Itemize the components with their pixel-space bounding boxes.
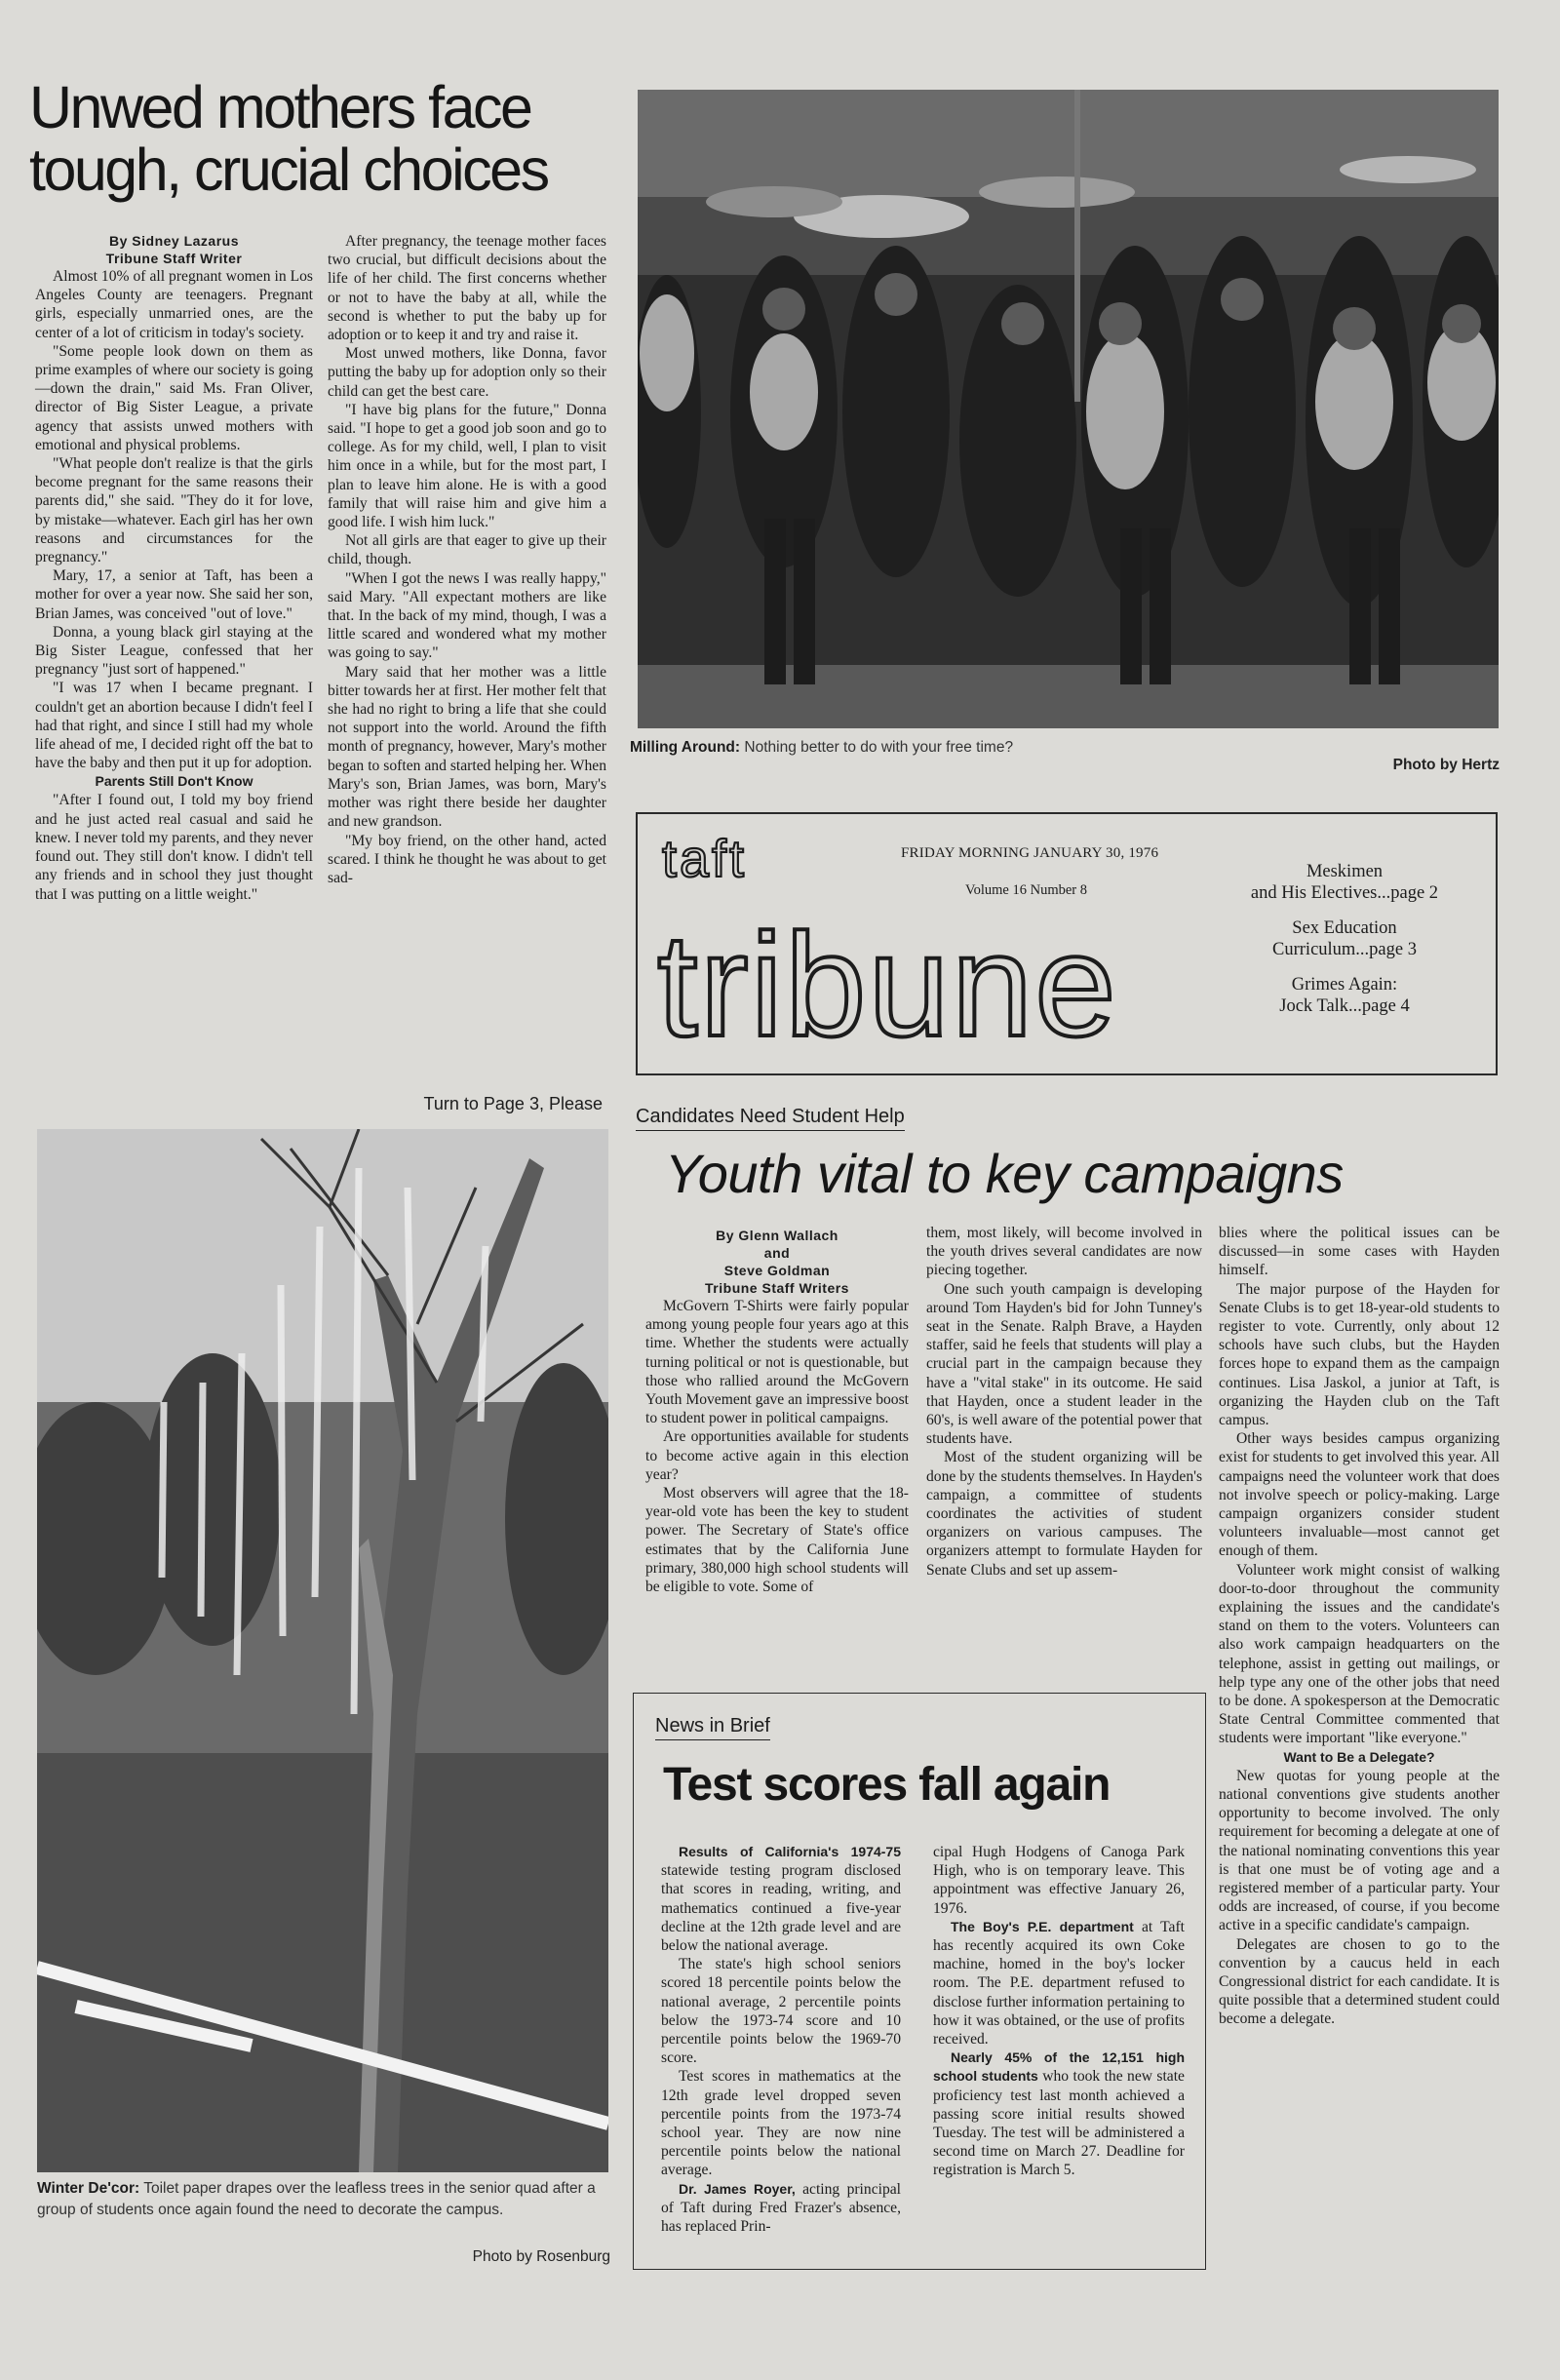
paragraph: One such youth campaign is developing around Tom Hayden's bid for John Tunney's seat in the Senate. Ralph Brave, a Hayden staffer, said he feels that students will play a crucial part in the campaign because they have a "vital stake" in its outcome. He said that Hayden, once a student leader in the 60's, is well aware of the potential power that students have. [926,1280,1202,1448]
paragraph: Are opportunities available for students to become active again in this election year? [645,1428,909,1483]
photo-crowd-credit: Photo by Hertz [1392,757,1500,773]
brief-lead: Dr. James Royer, [679,2180,796,2197]
paragraph: Most observers will agree that the 18-year-old vote has been the key to student power. The Secretary of State's office estimates that by the California June primary, 380,000 high school students will be eligible to vote. Some of [645,1485,909,1596]
index-item[interactable] [1223,917,1466,960]
headline-line: Unwed mothers face [29,74,531,140]
brief-item [661,2180,901,2237]
paragraph: The state's high school seniors scored 18 percentile points below the national average, 2 percentile points below the 1973-74 score and 10 percentile points below the 1969-70 score. [661,1956,901,2067]
brief-text: who took the new state proficiency test last month achieved a passing score initial results showed Tuesday. The test will be administered a second time on March 27. Deadline for registration is March 5. [933,2068,1185,2179]
story1-subhead: Parents Still Don't Know [95,773,254,790]
paragraph: "When I got the news I was really happy," said Mary. "All expectant mothers are like that. In the back of my mind, though, I was a little scared and wondered what my mother was going to say." [328,569,606,662]
story2-headline: Youth vital to key campaigns [665,1143,1344,1204]
paragraph: Not all girls are that eager to give up their child, though. [328,532,606,568]
story2-col1 [645,1227,909,1596]
kicker-text: Candidates Need Student Help [636,1106,905,1127]
story1-col2-body [328,232,606,887]
paragraph: Test scores in mathematics at the 12th grade level dropped seven percentile points from the 1973-74 school year. They are now nine percentile points below the national average. [661,2068,901,2179]
masthead-date: FRIDAY MORNING JANUARY 30, 1976 [901,845,1159,861]
paragraph: blies where the political issues can be discussed—in some cases with Hayden himself. [1219,1225,1500,1279]
caption-lead: Milling Around: [630,739,741,756]
brief-item [933,2048,1185,2179]
story2-subhead: Want to Be a Delegate? [1283,1748,1435,1765]
masthead-big-name: tribune [657,903,1118,1067]
crowd-photo-image [638,90,1499,728]
story1-col1-body-cont [35,791,313,903]
brief-lead: Nearly 45% of the 12,151 high school students [933,2049,1185,2085]
masthead-small-name: taft [662,830,748,888]
caption-text: Toilet paper drapes over the leafless trees in the senior quad after a group of students once again found the need to decorate the campus. [37,2180,596,2218]
story2-col1-body [645,1297,909,1596]
caption-lead: Winter De'cor: [37,2180,140,2197]
story2-col2 [926,1224,1202,1580]
paragraph: Almost 10% of all pregnant women in Los Angeles County are teenagers. Pregnant girls, especially unmarried ones, are the center of a lot of criticism in today's society. [35,268,313,341]
paragraph: "Some people look down on them as prime examples of where our society is going—down the drain," said Ms. Fran Oliver, director of Big Sister League, a private agency that assists unwed mothers with emotional and physical problems. [35,342,313,453]
brief-col1 [661,1843,901,2236]
paragraph: "I was 17 when I became pregnant. I couldn't get an abortion because I didn't feel I had that right, and since I still had my whole life ahead of me, I decided right off the bat to have the baby and then put it up for adoption. [35,680,313,772]
brief-item [661,1843,901,1955]
story2-kicker [636,1106,905,1131]
brief-lead: The Boy's P.E. department [951,1918,1134,1934]
brief-kicker [655,1715,770,1740]
story1-headline [29,76,614,201]
byline-title: Tribune Staff Writer [105,251,243,266]
brief-text: at Taft has recently acquired its own Coke machine, homed in the boy's locker room. The P.E. department refused to disclose further information pertaining to how it was obtained, or the use of profits received. [933,1918,1185,2048]
index-item-line: Curriculum...page 3 [1272,940,1417,959]
index-item[interactable] [1223,861,1466,904]
index-item-line: Meskimen [1306,862,1384,881]
paragraph: "What people don't realize is that the girls become pregnant for the same reasons their parents did," she said. "They do it for love, by mistake—whatever. Each girl has her own reasons and circumstances for the pregnancy." [35,455,313,566]
masthead-index [1223,861,1466,1017]
photo-tree-caption [37,2178,614,2221]
byline-line: and [763,1245,791,1261]
paragraph: Volunteer work might consist of walking door-to-door throughout the community explaining the issues and the candidate's stand on them to the voters. Volunteers can also work campaign headquarters on the telephone, assist in getting out mailings, or help type any one of the other jobs that need to be done. A spokesperson at the Democratic State Central Committee commented that students were important "like everyone." [1219,1561,1500,1747]
byline-line: Steve Goldman [723,1263,831,1278]
brief-col2 [933,1843,1185,2180]
paragraph: them, most likely, will become involved in the youth drives several candidates are now piecing together. [926,1225,1202,1279]
photo-crowd [638,90,1499,728]
story2-col2-body [926,1224,1202,1580]
byline-line: By Glenn Wallach [716,1228,838,1243]
paragraph: "My boy friend, on the other hand, acted scared. I think he thought he was about to get sad- [328,832,606,886]
index-item-line: Grimes Again: [1291,975,1398,995]
story1-col2 [328,232,606,887]
story2-col3-body-cont [1219,1767,1500,2029]
brief-item [933,1918,1185,2048]
story2-col3-body [1219,1224,1500,1748]
byline-name: By Sidney Lazarus [109,233,239,249]
headline-line: tough, crucial choices [29,137,548,203]
kicker-text: News in Brief [655,1715,770,1736]
byline-line: Tribune Staff Writers [705,1280,849,1296]
story2-col3 [1219,1224,1500,2029]
paragraph: Most unwed mothers, like Donna, favor putting the baby up for adoption only so their child can get the best care. [328,345,606,400]
story1-col1 [35,232,313,904]
brief-text: statewide testing program disclosed that scores in reading, writing, and mathematics continued a five-year decline at the 12th grade level and are below the national average. [661,1862,901,1955]
index-item-line: and His Electives...page 2 [1250,883,1439,903]
paragraph: McGovern T-Shirts were fairly popular among young people four years ago at this time. Whether the students were actually turning political or not is questionable, but those who rallied around the McGovern Youth Movement gave an impressive boost to student power in political campaigns. [645,1298,909,1427]
paragraph: Mary, 17, a senior at Taft, has been a mother for over a year now. She said her son, Brian James, was conceived "out of love." [35,567,313,622]
news-in-brief-box [633,1693,1206,2270]
masthead-box [636,812,1498,1075]
brief-lead: Results of California's 1974-75 [679,1844,901,1859]
paragraph: Delegates are chosen to go to the convention by a caucus held in each Congressional district for each candidate. It is quite possible that a determined student could become a delegate. [1219,1935,1500,2028]
photo-tree [37,1129,608,2172]
masthead-volume: Volume 16 Number 8 [965,882,1087,898]
brief-text: acting principal of Taft during Fred Frazer's absence, has replaced Prin- [661,2180,901,2236]
index-item-line: Sex Education [1292,918,1397,938]
paragraph: Mary said that her mother was a little bitter towards her at first. Her mother felt that she had no right to bring a life that she could not support into the world. Around the fifth month of pregnancy, however, Mary's mother began to soften and started helping her. When Mary's son, Brian James, was born, Mary's mother was right there beside her daughter and new grandson. [328,663,606,831]
paragraph: "After I found out, I told my boy friend and he just acted real casual and said he knew. I never told my parents, and they never found out. They still don't know. I didn't tell any friends and in school they just thought that I was putting on a little weight." [35,792,313,903]
story1-col1-body [35,267,313,772]
story1-jump-line: Turn to Page 3, Please [423,1094,603,1113]
photo-tree-credit: Photo by Rosenburg [472,2248,610,2265]
tree-photo-image [37,1129,608,2172]
paragraph: cipal Hugh Hodgens of Canoga Park High, who is on temporary leave. This appointment was effective January 26, 1976. [933,1844,1185,1917]
paragraph: Most of the student organizing will be done by the students themselves. In Hayden's campaign, a committee of students coordinates the activities of student organizers on various campuses. The organizers attempt to formulate Hayden for Senate Clubs and set up assem- [926,1449,1203,1579]
paragraph: Other ways besides campus organizing exist for students to get involved this year. All campaigns need the volunteer work that does not involve speech or policy-making. Large campaign organizers consider student volunteers invaluable—most cannot get enough of them. [1219,1430,1500,1560]
brief-headline: Test scores fall again [663,1759,1111,1811]
paragraph: New quotas for young people at the national conventions give students another opportunity to become involved. The only requirement for becoming a delegate at one of the national nominating conventions this year is that one must be of voting age and a registered member of a particular party. Your odds are increased, of course, if you become active in a specific candidate's campaign. [1219,1767,1500,1934]
caption-text: Nothing better to do with your free time? [740,739,1014,756]
index-item[interactable] [1223,974,1466,1017]
paragraph: Donna, a young black girl staying at the Big Sister League, confessed that her pregnancy "just sort of happened." [35,623,313,679]
index-item-line: Jock Talk...page 4 [1279,996,1410,1016]
paragraph: The major purpose of the Hayden for Senate Clubs is to get 18-year-old students to register to vote. Currently, only about 12 schools have such clubs, but the Hayden forces hope to expand them as the campaign continues. Lisa Jaskol, a junior at Taft, is organizing the Hayden club on the Taft campus. [1219,1280,1500,1429]
paragraph: "I have big plans for the future," Donna said. "I hope to get a good job soon and go to college. As for my child, well, I plan to visit him once in a while, but for the most part, I plan to leave him alone. He is with a good family that will raise him and give him a good life. I wish him luck." [328,401,606,531]
paragraph: After pregnancy, the teenage mother faces two crucial, but difficult decisions about the life of her child. The first concerns whether or not to have the baby at all, while the second is whether to put the baby up for adoption or to keep it and try and raise it. [328,233,606,344]
photo-crowd-caption [630,737,1312,759]
